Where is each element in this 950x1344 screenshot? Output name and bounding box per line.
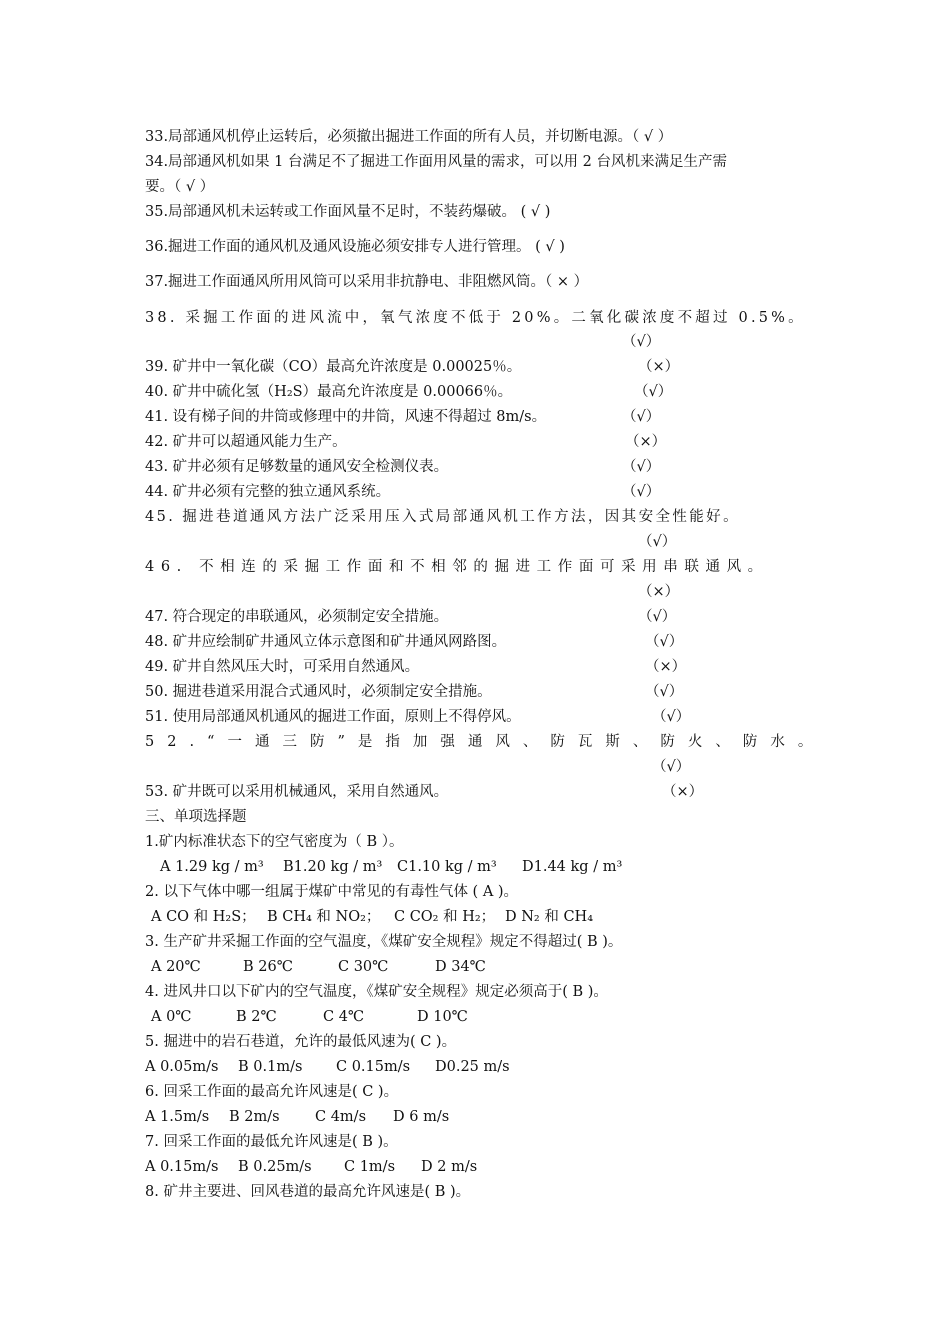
- mc-7-option-b: B 0.25m/s: [238, 1159, 312, 1175]
- mc-6-option-b: B 2m/s: [229, 1109, 280, 1125]
- mc-question-7: 7. 回采工作面的最低允许风速是( B )。: [145, 1134, 398, 1150]
- mc-3-option-a: A 20℃: [151, 959, 201, 975]
- tf-item-34-cont: 要。（ √ ）: [145, 179, 215, 195]
- mc-7-option-d: D 2 m/s: [421, 1159, 478, 1175]
- tf-item-37: 37.掘进工作面通风所用风筒可以采用非抗静电、非阻燃风筒。（ × ）: [145, 274, 589, 290]
- mc-3-option-b: B 26℃: [243, 959, 293, 975]
- tf-item-39: 39. 矿井中一氧化碳（CO）最高允许浓度是 0.00025％。: [145, 359, 522, 375]
- tf-item-50: 50. 掘进巷道采用混合式通风时，必须制定安全措施。: [145, 684, 492, 700]
- mc-2-option-a: A CO 和 H₂S；: [151, 909, 256, 925]
- mc-question-1: 1.矿内标准状态下的空气密度为（ B ）。: [145, 834, 404, 850]
- tf-item-53: 53. 矿井既可以采用机械通风，采用自然通风。: [145, 784, 449, 800]
- mc-question-3: 3. 生产矿井采掘工作面的空气温度，《煤矿安全规程》规定不得超过( B )。: [145, 934, 623, 950]
- mc-6-option-a: A 1.5m/s: [145, 1109, 210, 1125]
- tf-answer-38: （√）: [622, 334, 661, 350]
- tf-item-43: 43. 矿井必须有足够数量的通风安全检测仪表。: [145, 459, 449, 475]
- mc-7-option-a: A 0.15m/s: [145, 1159, 219, 1175]
- mc-1-option-d: D1.44 kg / m³: [522, 859, 623, 875]
- tf-item-47: 47. 符合现定的串联通风，必须制定安全措施。: [145, 609, 449, 625]
- mc-4-option-d: D 10℃: [417, 1009, 468, 1025]
- tf-answer-48: （√）: [645, 634, 684, 650]
- tf-answer-49: （×）: [645, 659, 687, 675]
- tf-item-38: 38. 采掘工作面的进风流中，氧气浓度不低于 20%。二氧化碳浓度不超过 0.5%。: [145, 310, 806, 326]
- tf-item-49: 49. 矿井自然风压大时，可采用自然通风。: [145, 659, 420, 675]
- tf-item-44: 44. 矿井必须有完整的独立通风系统。: [145, 484, 391, 500]
- mc-5-option-a: A 0.05m/s: [145, 1059, 219, 1075]
- tf-answer-42: （×）: [625, 434, 667, 450]
- section-title: 三、单项选择题: [145, 809, 247, 825]
- tf-answer-53: （×）: [662, 784, 704, 800]
- tf-answer-44: （√）: [622, 484, 661, 500]
- mc-5-option-b: B 0.1m/s: [238, 1059, 303, 1075]
- mc-4-option-a: A 0℃: [151, 1009, 192, 1025]
- mc-4-option-c: C 4℃: [323, 1009, 365, 1025]
- mc-question-2: 2. 以下气体中哪一组属于煤矿中常见的有毒性气体 ( A )。: [145, 884, 519, 900]
- mc-4-option-b: B 2℃: [236, 1009, 277, 1025]
- tf-item-34: 34.局部通风机如果 1 台满足不了掘进工作面用风量的需求，可以用 2 台风机来满足生产需: [145, 154, 727, 170]
- mc-5-option-c: C 0.15m/s: [336, 1059, 411, 1075]
- tf-answer-39: （×）: [638, 359, 680, 375]
- tf-item-33: 33.局部通风机停止运转后，必须撤出掘进工作面的所有人员，并切断电源。（ √ ）: [145, 129, 673, 145]
- mc-2-option-c: C CO₂ 和 H₂；: [394, 909, 496, 925]
- mc-question-4: 4. 进风井口以下矿内的空气温度，《煤矿安全规程》规定必须高于( B )。: [145, 984, 608, 1000]
- mc-question-6: 6. 回采工作面的最高允许风速是( C )。: [145, 1084, 399, 1100]
- tf-item-40: 40. 矿井中硫化氢（H₂S）最高允许浓度是 0.00066％。: [145, 384, 513, 400]
- tf-item-36: 36.掘进工作面的通风机及通风设施必须安排专人进行管理。 ( √ ): [145, 239, 565, 255]
- mc-5-option-d: D0.25 m/s: [435, 1059, 510, 1075]
- tf-answer-40: （√）: [634, 384, 673, 400]
- tf-answer-50: （√）: [645, 684, 684, 700]
- tf-answer-45: （√）: [638, 534, 677, 550]
- tf-answer-47: （√）: [638, 609, 677, 625]
- mc-6-option-c: C 4m/s: [315, 1109, 367, 1125]
- mc-2-option-d: D N₂ 和 CH₄: [505, 909, 594, 925]
- mc-1-option-a: A 1.29 kg / m³: [160, 859, 264, 875]
- tf-answer-51: （√）: [652, 709, 691, 725]
- mc-3-option-c: C 30℃: [338, 959, 389, 975]
- mc-6-option-d: D 6 m/s: [393, 1109, 450, 1125]
- tf-answer-41: （√）: [622, 409, 661, 425]
- tf-answer-46: （×）: [638, 584, 680, 600]
- tf-item-48: 48. 矿井应绘制矿井通风立体示意图和矿井通风网路图。: [145, 634, 507, 650]
- mc-2-option-b: B CH₄ 和 NO₂；: [267, 909, 381, 925]
- mc-question-5: 5. 掘进中的岩石巷道，允许的最低风速为( C )。: [145, 1034, 457, 1050]
- tf-answer-52: （√）: [652, 759, 691, 775]
- tf-item-42: 42. 矿井可以超通风能力生产。: [145, 434, 347, 450]
- tf-item-41: 41. 设有梯子间的井筒或修理中的井筒，风速不得超过 8m/s。: [145, 409, 547, 425]
- tf-item-45: 45. 掘进巷道通风方法广泛采用压入式局部通风机工作方法，因其安全性能好。: [145, 509, 740, 525]
- tf-item-51: 51. 使用局部通风机通风的掘进工作面，原则上不得停风。: [145, 709, 521, 725]
- mc-7-option-c: C 1m/s: [344, 1159, 396, 1175]
- mc-3-option-d: D 34℃: [435, 959, 486, 975]
- mc-question-8: 8. 矿井主要进、回风巷道的最高允许风速是( B )。: [145, 1184, 471, 1200]
- mc-1-option-c: C1.10 kg / m³: [397, 859, 497, 875]
- tf-item-52: 52.“一通三防”是指加强通风、防瓦斯、防火、防水。: [145, 734, 826, 750]
- tf-answer-43: （√）: [622, 459, 661, 475]
- tf-item-46: 46. 不相连的采掘工作面和不相邻的掘进工作面可采用串联通风。: [145, 559, 769, 575]
- mc-1-option-b: B1.20 kg / m³: [283, 859, 383, 875]
- tf-item-35: 35.局部通风机未运转或工作面风量不足时，不装药爆破。 ( √ ): [145, 204, 551, 220]
